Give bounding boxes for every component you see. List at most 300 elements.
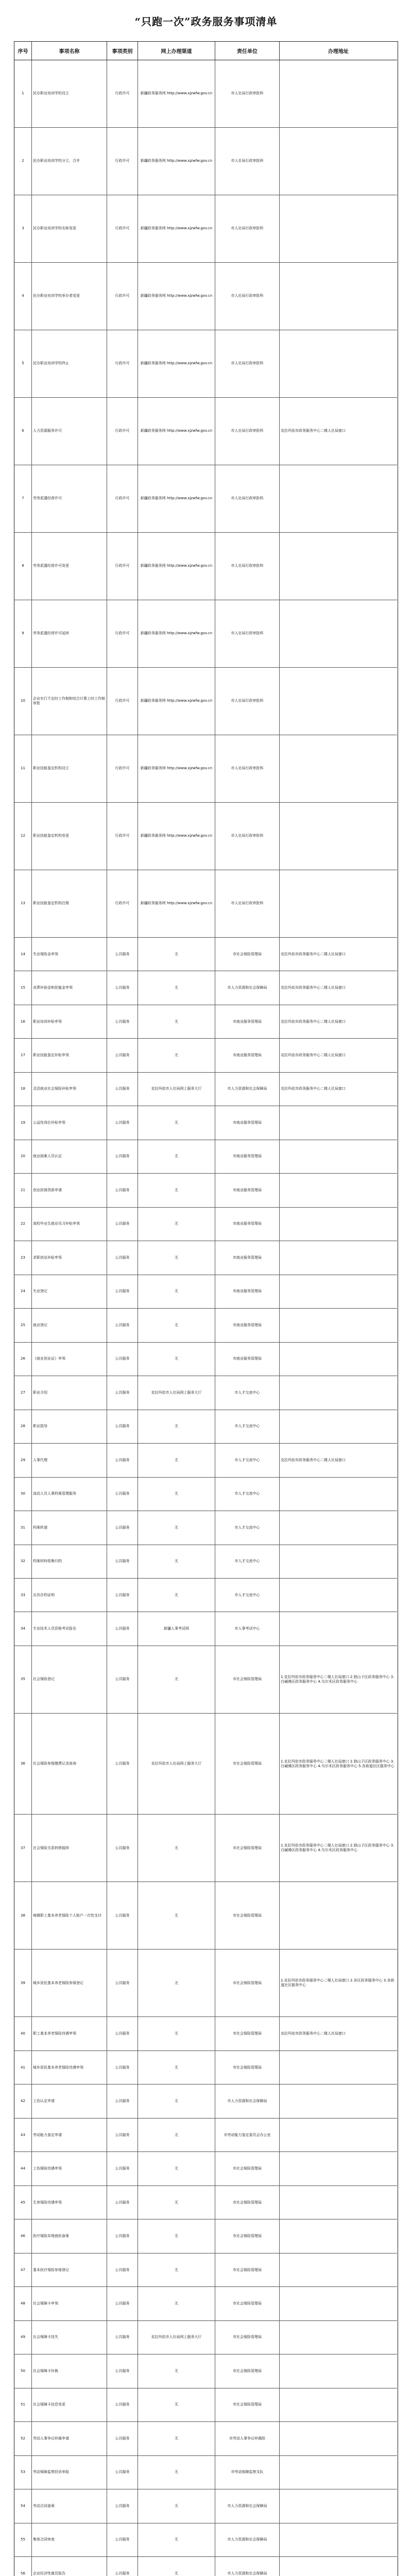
online-channel: 无	[138, 2287, 215, 2320]
service-address	[280, 263, 397, 330]
table-row	[14, 1208, 397, 1241]
table-row	[14, 1309, 397, 1342]
service-address: 1.克拉玛依市政务服务中心二楼人社局窗口 2.各区政务服务中心 3.各街道社区服务中心	[281, 1978, 394, 1988]
item-category: 公共服务	[107, 1714, 138, 1814]
item-category: 公共服务	[107, 1612, 138, 1645]
table-row	[14, 2186, 397, 2219]
service-address	[280, 1376, 397, 1409]
header-category: 事项类别	[107, 42, 138, 60]
responsible-unit: 市人社局行政审批科	[215, 600, 280, 667]
service-address	[280, 1612, 397, 1645]
table-row	[14, 1039, 397, 1072]
item-category: 公共服务	[107, 2354, 138, 2387]
table-row	[14, 1646, 397, 1714]
table-row	[14, 2017, 397, 2050]
online-channel: 无	[138, 2084, 215, 2117]
row-number: 35	[14, 1646, 32, 1713]
item-category: 公共服务	[107, 2456, 138, 2489]
online-channel: 无	[138, 1275, 215, 1308]
online-channel: 新疆政务服务网 http://www.xjzwfw.gov.cn	[138, 870, 215, 937]
online-channel: 无	[138, 1309, 215, 1342]
row-number: 26	[14, 1343, 32, 1376]
row-number: 48	[14, 2287, 32, 2320]
item-name: 职业技能鉴定机构注销	[32, 870, 107, 937]
item-category: 公共服务	[107, 1073, 138, 1106]
row-number: 34	[14, 1612, 32, 1645]
row-number: 24	[14, 1275, 32, 1308]
service-address: 克拉玛依市政务服务中心二楼人社局窗口	[281, 2031, 346, 2036]
item-category: 公共服务	[107, 1208, 138, 1241]
service-address	[280, 870, 397, 937]
row-number: 47	[14, 2253, 32, 2286]
item-category: 公共服务	[107, 1410, 138, 1443]
responsible-unit: 市人力资源和社会保障局	[215, 971, 280, 1004]
item-name: 企业实行不定时工作制和综合计算工时工作制审批	[32, 668, 107, 735]
service-address	[280, 1241, 397, 1274]
online-channel: 无	[138, 1444, 215, 1477]
service-address	[280, 1174, 397, 1207]
item-name: 社会保障卡补换	[32, 2354, 107, 2387]
responsible-unit: 市就业服务管理局	[215, 1140, 280, 1173]
row-number: 19	[14, 1106, 32, 1139]
service-address	[280, 1511, 397, 1544]
responsible-unit: 市社会保险管理局	[215, 2388, 280, 2421]
table-row	[14, 668, 397, 735]
responsible-unit: 市人社局行政审批科	[215, 735, 280, 802]
row-number: 3	[14, 195, 32, 262]
row-number: 7	[14, 465, 32, 532]
service-address: 克拉玛依市政务服务中心二楼人社局窗口	[281, 1053, 346, 1057]
item-name: 工伤保险待遇申领	[32, 2152, 107, 2185]
row-number: 54	[14, 2489, 32, 2522]
online-channel: 无	[138, 2456, 215, 2489]
item-name: 就业登记	[32, 1309, 107, 1342]
online-channel: 新疆政务服务网 http://www.xjzwfw.gov.cn	[138, 465, 215, 532]
table-row	[14, 2557, 397, 2576]
item-category: 公共服务	[107, 1005, 138, 1038]
service-address	[280, 2557, 397, 2576]
service-address	[280, 2456, 397, 2489]
service-address	[280, 2219, 397, 2252]
row-number: 44	[14, 2152, 32, 2185]
header-name: 事项名称	[32, 42, 107, 60]
row-number: 8	[14, 533, 32, 600]
row-number: 53	[14, 2456, 32, 2489]
online-channel: 克拉玛依市人社局网上服务大厅	[138, 1376, 215, 1409]
item-category: 公共服务	[107, 1579, 138, 1612]
responsible-unit: 市人力资源和社会保障局	[215, 2084, 280, 2117]
item-name: 劳动保障监察投诉举报	[32, 2456, 107, 2489]
item-category: 公共服务	[107, 1106, 138, 1139]
item-name: 民办职业培训学校名称变更	[32, 195, 107, 262]
service-address	[280, 1410, 397, 1443]
table-row	[14, 2422, 397, 2455]
item-name: 人力资源服务许可	[32, 398, 107, 465]
row-number: 1	[14, 60, 32, 127]
item-name: 劳务派遣经营许可	[32, 465, 107, 532]
responsible-unit: 市人才交流中心	[215, 1545, 280, 1578]
table-row	[14, 1241, 397, 1275]
row-number: 9	[14, 600, 32, 667]
table-body	[14, 60, 397, 2576]
service-address	[280, 2152, 397, 2185]
item-name: 民办职业培训学校设立	[32, 60, 107, 127]
item-name: 企业经济性裁员报告	[32, 2557, 107, 2576]
online-channel: 无	[138, 971, 215, 1004]
item-category: 公共服务	[107, 1815, 138, 1882]
row-number: 25	[14, 1309, 32, 1342]
online-channel: 无	[138, 1039, 215, 1072]
item-name: 就业困难人员认定	[32, 1140, 107, 1173]
item-name: 工伤认定申请	[32, 2084, 107, 2117]
service-table	[14, 41, 398, 2576]
online-channel: 无	[138, 1343, 215, 1376]
item-name: 公益性岗位补贴申领	[32, 1106, 107, 1139]
item-category: 公共服务	[107, 1950, 138, 2016]
service-address	[280, 533, 397, 600]
service-address	[280, 2186, 397, 2219]
responsible-unit: 市人事考试中心	[215, 1612, 280, 1645]
item-name: 职业技能鉴定机构设立	[32, 735, 107, 802]
service-address	[280, 1545, 397, 1578]
responsible-unit: 市人社局行政审批科	[215, 668, 280, 735]
online-channel: 无	[138, 2354, 215, 2387]
online-channel: 克拉玛依市人社局网上服务大厅	[138, 1073, 215, 1106]
service-address	[280, 2354, 397, 2387]
responsible-unit: 市劳动能力鉴定委员会办公室	[215, 2119, 280, 2151]
responsible-unit: 市人社局行政审批科	[215, 195, 280, 262]
row-number: 15	[14, 971, 32, 1004]
responsible-unit: 市人社局行政审批科	[215, 330, 280, 397]
row-number: 23	[14, 1241, 32, 1274]
service-address	[280, 2321, 397, 2354]
table-row	[14, 1174, 397, 1207]
table-row	[14, 1882, 397, 1950]
service-address	[280, 2422, 397, 2455]
row-number: 18	[14, 1073, 32, 1106]
item-name: 社会保障卡申领	[32, 2287, 107, 2320]
service-address: 克拉玛依市政务服务中心二楼人社局窗口	[281, 1019, 346, 1024]
service-address	[280, 1579, 397, 1612]
online-channel: 新疆政务服务网 http://www.xjzwfw.gov.cn	[138, 330, 215, 397]
item-name: 城乡居民基本养老保险参保登记	[32, 1950, 107, 2016]
service-address: 克拉玛依市政务服务中心二楼人社局窗口	[281, 1458, 346, 1462]
responsible-unit: 市人社局行政审批科	[215, 870, 280, 937]
row-number: 45	[14, 2186, 32, 2219]
row-number: 46	[14, 2219, 32, 2252]
service-address	[280, 60, 397, 127]
responsible-unit: 市社会保险管理局	[215, 2017, 280, 2050]
online-channel: 无	[138, 1815, 215, 1882]
table-row	[14, 1815, 397, 1882]
row-number: 36	[14, 1714, 32, 1814]
table-row	[14, 2152, 397, 2185]
item-category: 公共服务	[107, 1545, 138, 1578]
responsible-unit: 市社会保险管理局	[215, 2152, 280, 2185]
online-channel: 无	[138, 1106, 215, 1139]
item-name: 民办职业培训学校举办者变更	[32, 263, 107, 330]
header-no: 序号	[14, 42, 32, 60]
table-row	[14, 263, 397, 330]
responsible-unit: 市就业服务管理局	[215, 1208, 280, 1241]
table-row	[14, 330, 397, 398]
item-name: 职工基本养老保险待遇申领	[32, 2017, 107, 2050]
responsible-unit: 市就业服务管理局	[215, 1275, 280, 1308]
responsible-unit: 市就业服务管理局	[215, 1106, 280, 1139]
item-name: 档案材料收集归档	[32, 1545, 107, 1578]
item-category: 公共服务	[107, 2119, 138, 2151]
row-number: 31	[14, 1511, 32, 1544]
item-category: 公共服务	[107, 2287, 138, 2320]
table-row	[14, 465, 397, 533]
responsible-unit: 市人社局行政审批科	[215, 128, 280, 195]
item-category: 行政许可	[107, 870, 138, 937]
service-address	[280, 2388, 397, 2421]
online-channel: 无	[138, 2017, 215, 2050]
online-channel: 无	[138, 1545, 215, 1578]
online-channel: 新疆政务服务网 http://www.xjzwfw.gov.cn	[138, 263, 215, 330]
row-number: 22	[14, 1208, 32, 1241]
item-category: 公共服务	[107, 1646, 138, 1713]
service-address	[280, 2523, 397, 2556]
item-category: 行政许可	[107, 398, 138, 465]
online-channel: 无	[138, 2489, 215, 2522]
online-channel: 无	[138, 1579, 215, 1612]
service-address	[280, 2253, 397, 2286]
responsible-unit: 市社会保险管理局	[215, 2253, 280, 2286]
item-name: 劳务派遣经营许可变更	[32, 533, 107, 600]
responsible-unit: 市人力资源和社会保障局	[215, 2557, 280, 2576]
item-category: 公共服务	[107, 1882, 138, 1949]
responsible-unit: 市社会保险管理局	[215, 1815, 280, 1882]
row-number: 28	[14, 1410, 32, 1443]
row-number: 38	[14, 1882, 32, 1949]
service-address	[280, 1478, 397, 1511]
table-row	[14, 1950, 397, 2017]
table-row	[14, 2321, 397, 2354]
table-row	[14, 870, 397, 938]
row-number: 37	[14, 1815, 32, 1882]
row-number: 43	[14, 2119, 32, 2151]
table-row	[14, 2084, 397, 2118]
row-number: 5	[14, 330, 32, 397]
item-name: 人事代理	[32, 1444, 107, 1477]
item-name: 求职创业补贴申领	[32, 1241, 107, 1274]
online-channel: 无	[138, 2523, 215, 2556]
table-row	[14, 1410, 397, 1444]
item-name: 失业登记	[32, 1275, 107, 1308]
item-name: 基本医疗保险参保登记	[32, 2253, 107, 2286]
responsible-unit: 市人社局行政审批科	[215, 60, 280, 127]
table-row	[14, 1106, 397, 1140]
responsible-unit: 市就业服务管理局	[215, 1039, 280, 1072]
online-channel: 无	[138, 2152, 215, 2185]
table-row	[14, 1444, 397, 1477]
responsible-unit: 市人力资源和社会保障局	[215, 1073, 280, 1106]
responsible-unit: 市人社局行政审批科	[215, 263, 280, 330]
responsible-unit: 市人社局行政审批科	[215, 533, 280, 600]
online-channel: 无	[138, 2051, 215, 2084]
online-channel: 克拉玛依市人社局网上服务大厅	[138, 2321, 215, 2354]
row-number: 27	[14, 1376, 32, 1409]
row-number: 12	[14, 803, 32, 870]
online-channel: 新疆政务服务网 http://www.xjzwfw.gov.cn	[138, 195, 215, 262]
service-address	[280, 2119, 397, 2151]
online-channel: 克拉玛依市人社局网上服务大厅	[138, 1714, 215, 1814]
table-row	[14, 971, 397, 1005]
item-category: 公共服务	[107, 2557, 138, 2576]
row-number: 20	[14, 1140, 32, 1173]
online-channel: 无	[138, 2219, 215, 2252]
table-row	[14, 2523, 397, 2557]
table-header	[14, 42, 397, 60]
item-category: 公共服务	[107, 1140, 138, 1173]
item-category: 公共服务	[107, 2523, 138, 2556]
table-row	[14, 1275, 397, 1309]
page-title: “只跑一次”政务服务事项清单	[134, 15, 278, 28]
responsible-unit: 市社会保险管理局	[215, 2219, 280, 2252]
item-name: 高校毕业生就业见习补贴申领	[32, 1208, 107, 1241]
responsible-unit: 市社会保险管理局	[215, 938, 280, 971]
responsible-unit: 市就业服务管理局	[215, 1241, 280, 1274]
responsible-unit: 市社会保险管理局	[215, 2354, 280, 2387]
service-address	[280, 1106, 397, 1139]
item-category: 公共服务	[107, 1444, 138, 1477]
service-address	[280, 803, 397, 870]
row-number: 2	[14, 128, 32, 195]
row-number: 30	[14, 1478, 32, 1511]
item-name: 失业保险金申领	[32, 938, 107, 971]
row-number: 6	[14, 398, 32, 465]
responsible-unit: 市人社局行政审批科	[215, 398, 280, 465]
responsible-unit: 市人才交流中心	[215, 1410, 280, 1443]
table-row	[14, 1376, 397, 1410]
table-row	[14, 2287, 397, 2320]
row-number: 42	[14, 2084, 32, 2117]
online-channel: 无	[138, 1478, 215, 1511]
item-category: 公共服务	[107, 2422, 138, 2455]
online-channel: 新疆人事考试网	[138, 1612, 215, 1645]
row-number: 21	[14, 1174, 32, 1207]
item-category: 行政许可	[107, 128, 138, 195]
item-name: 职业介绍	[32, 1376, 107, 1409]
row-number: 11	[14, 735, 32, 802]
responsible-unit: 市社会保险管理局	[215, 2321, 280, 2354]
item-name: 集体合同审查	[32, 2523, 107, 2556]
table-row	[14, 1511, 397, 1545]
row-number: 51	[14, 2388, 32, 2421]
table-row	[14, 803, 397, 870]
responsible-unit: 市社会保险管理局	[215, 2186, 280, 2219]
online-channel: 无	[138, 1208, 215, 1241]
service-address	[280, 1208, 397, 1241]
item-name: 灵活就业社会保险补贴申领	[32, 1073, 107, 1106]
item-category: 公共服务	[107, 2219, 138, 2252]
table-row	[14, 2119, 397, 2152]
table-row	[14, 1612, 397, 1646]
item-category: 公共服务	[107, 1275, 138, 1308]
responsible-unit: 市人力资源和社会保障局	[215, 2523, 280, 2556]
item-category: 公共服务	[107, 2186, 138, 2219]
responsible-unit: 市就业服务管理局	[215, 1005, 280, 1038]
online-channel: 新疆政务服务网 http://www.xjzwfw.gov.cn	[138, 128, 215, 195]
item-category: 公共服务	[107, 1241, 138, 1274]
responsible-unit: 市人才交流中心	[215, 1376, 280, 1409]
online-channel: 新疆政务服务网 http://www.xjzwfw.gov.cn	[138, 533, 215, 600]
item-category: 行政许可	[107, 60, 138, 127]
service-address: 克拉玛依市政务服务中心二楼人社局窗口	[281, 952, 346, 956]
table-row	[14, 938, 397, 971]
row-number: 13	[14, 870, 32, 937]
row-number: 33	[14, 1579, 32, 1612]
item-name: 社会保险关系转移接续	[32, 1815, 107, 1882]
responsible-unit: 市人社局行政审批科	[215, 803, 280, 870]
responsible-unit: 市社会保险管理局	[215, 1714, 280, 1814]
online-channel: 无	[138, 1646, 215, 1713]
service-address: 1.克拉玛依市政务服务中心二楼人社局窗口 2.独山子区政务服务中心 3.白碱滩区政务服务中心 4.乌尔禾区政务服务中心	[281, 1843, 394, 1853]
online-channel: 无	[138, 1174, 215, 1207]
responsible-unit: 市社会保险管理局	[215, 2051, 280, 2084]
item-category: 行政许可	[107, 263, 138, 330]
item-category: 行政许可	[107, 330, 138, 397]
online-channel: 无	[138, 938, 215, 971]
online-channel: 无	[138, 1950, 215, 2016]
item-category: 公共服务	[107, 2253, 138, 2286]
item-category: 公共服务	[107, 2017, 138, 2050]
item-name: 民办职业培训学校终止	[32, 330, 107, 397]
table-row	[14, 2051, 397, 2084]
row-number: 52	[14, 2422, 32, 2455]
item-category: 行政许可	[107, 600, 138, 667]
online-channel: 无	[138, 1882, 215, 1949]
row-number: 39	[14, 1950, 32, 2016]
item-name: 职业技能鉴定补贴申领	[32, 1039, 107, 1072]
item-name: 丧葬补助金和抚恤金申领	[32, 971, 107, 1004]
responsible-unit: 市就业服务管理局	[215, 1174, 280, 1207]
online-channel: 新疆政务服务网 http://www.xjzwfw.gov.cn	[138, 668, 215, 735]
service-address	[280, 1882, 397, 1949]
table-row	[14, 1545, 397, 1579]
online-channel: 新疆政务服务网 http://www.xjzwfw.gov.cn	[138, 60, 215, 127]
service-address	[280, 195, 397, 262]
online-channel: 无	[138, 1140, 215, 1173]
row-number: 41	[14, 2051, 32, 2084]
online-channel: 新疆政务服务网 http://www.xjzwfw.gov.cn	[138, 600, 215, 667]
header-channel: 网上办理渠道	[138, 42, 215, 60]
online-channel: 无	[138, 1410, 215, 1443]
table-row	[14, 533, 397, 600]
service-address	[280, 128, 397, 195]
item-name: 职业技能鉴定机构变更	[32, 803, 107, 870]
service-address	[280, 1275, 397, 1308]
online-channel: 新疆政务服务网 http://www.xjzwfw.gov.cn	[138, 398, 215, 465]
table-row	[14, 2456, 397, 2489]
table-row	[14, 1005, 397, 1039]
item-category: 公共服务	[107, 938, 138, 971]
service-address	[280, 600, 397, 667]
item-name: 劳动人事争议仲裁申请	[32, 2422, 107, 2455]
online-channel: 无	[138, 2186, 215, 2219]
item-category: 行政许可	[107, 533, 138, 600]
item-category: 公共服务	[107, 1039, 138, 1072]
item-category: 公共服务	[107, 1376, 138, 1409]
responsible-unit: 市社会保险管理局	[215, 1950, 280, 2016]
online-channel: 无	[138, 1511, 215, 1544]
service-address: 克拉玛依市政务服务中心二楼人社局窗口	[281, 429, 346, 433]
row-number: 56	[14, 2557, 32, 2576]
item-name: 创业担保贷款申请	[32, 1174, 107, 1207]
item-category: 公共服务	[107, 1309, 138, 1342]
